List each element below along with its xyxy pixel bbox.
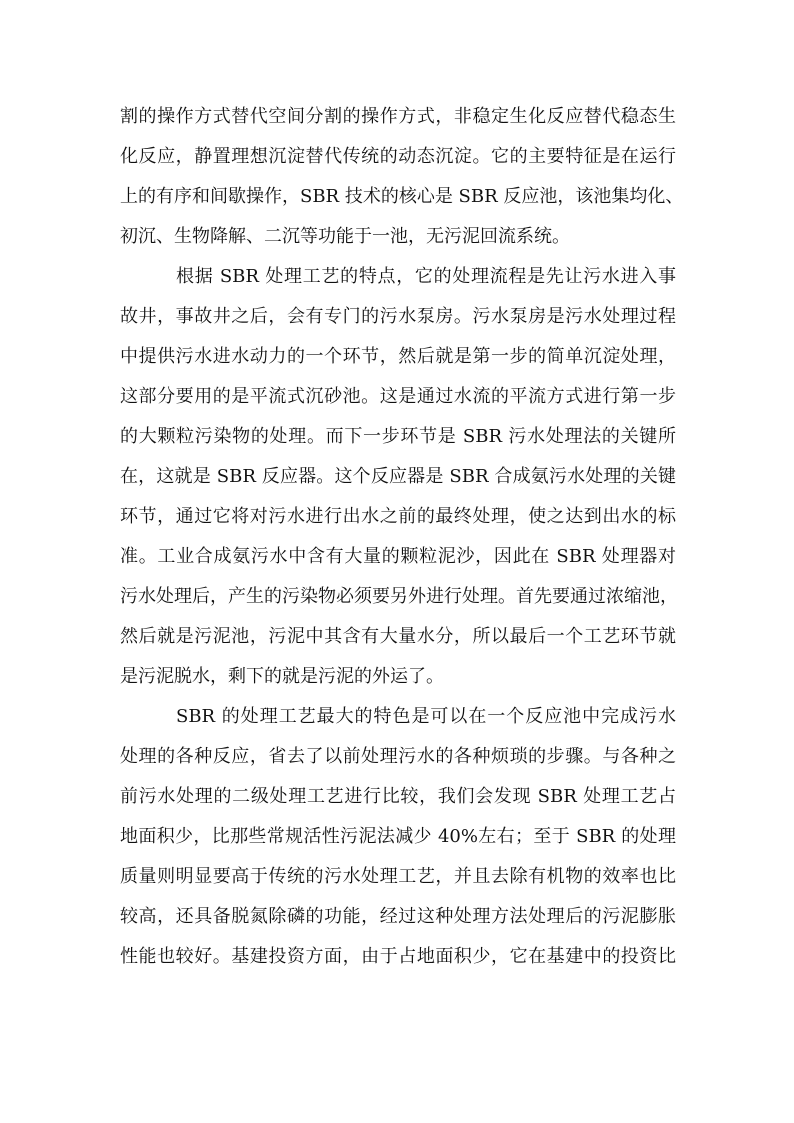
text-line: 环节，通过它将对污水进行出水之前的最终处理，使之达到出水的标 [120, 506, 676, 527]
text-line: 然后就是污泥池，污泥中其含有大量水分，所以最后一个工艺环节就 [120, 626, 676, 647]
body-text [120, 97, 684, 977]
text-line: 地面积少，比那些常规活性污泥法减少 40%左右；至于 SBR 的处理 [120, 826, 676, 847]
text-line: 处理的各种反应，省去了以前处理污水的各种烦琐的步骤。与各种之 [120, 746, 676, 767]
text-line: 中提供污水进水动力的一个环节，然后就是第一步的简单沉淀处理， [120, 346, 676, 367]
text-line: 质量则明显要高于传统的污水处理工艺，并且去除有机物的效率也比 [120, 866, 676, 887]
text-line: 污水处理后，产生的污染物必须要另外进行处理。首先要通过浓缩池， [120, 586, 678, 607]
text-line: 这部分要用的是平流式沉砂池。这是通过水流的平流方式进行第一步 [120, 386, 676, 407]
text-line: 故井，事故井之后，会有专门的污水泵房。污水泵房是污水处理过程 [120, 306, 676, 327]
text-line: 是污泥脱水，剩下的就是污泥的外运了。 [120, 666, 444, 687]
text-line: 较高，还具备脱氮除磷的功能，经过这种处理方法处理后的污泥膨胀 [120, 906, 676, 927]
text-line: SBR 的处理工艺最大的特色是可以在一个反应池中完成污水 [176, 706, 676, 727]
text-line: 准。工业合成氨污水中含有大量的颗粒泥沙，因此在 SBR 处理器对 [120, 546, 676, 567]
text-line: 上的有序和间歇操作，SBR 技术的核心是 SBR 反应池，该池集均化、 [120, 186, 684, 207]
text-line: 割的操作方式替代空间分割的操作方式，非稳定生化反应替代稳态生 [120, 106, 676, 127]
text-line: 初沉、生物降解、二沉等功能于一池，无污泥回流系统。 [120, 226, 570, 247]
text-line: 根据 SBR 处理工艺的特点，它的处理流程是先让污水进入事 [176, 266, 676, 287]
text-line: 前污水处理的二级处理工艺进行比较，我们会发现 SBR 处理工艺占 [120, 786, 676, 807]
text-line: 化反应，静置理想沉淀替代传统的动态沉淀。它的主要特征是在运行 [120, 146, 676, 167]
text-line: 性能也较好。基建投资方面，由于占地面积少，它在基建中的投资比 [120, 946, 676, 967]
text-line: 在，这就是 SBR 反应器。这个反应器是 SBR 合成氨污水处理的关键 [120, 466, 676, 487]
text-line: 的大颗粒污染物的处理。而下一步环节是 SBR 污水处理法的关键所 [120, 426, 676, 447]
